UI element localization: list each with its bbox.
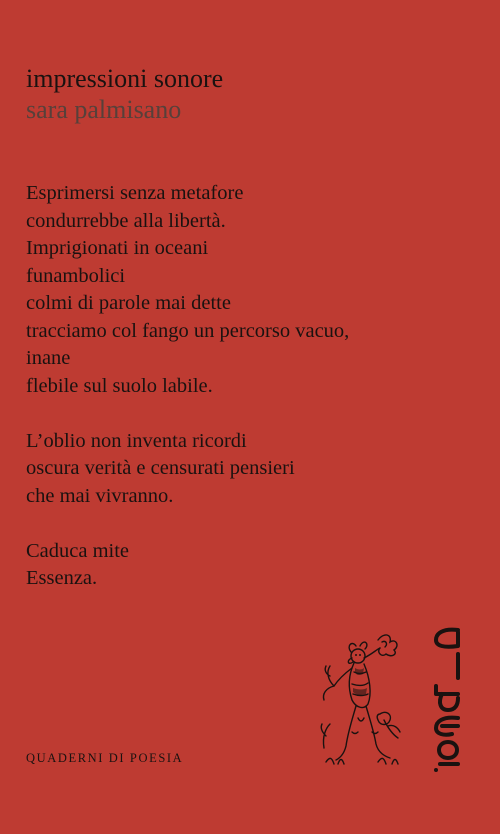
poem-line: condurrebbe alla libertà. xyxy=(26,209,226,232)
poem-line: inane xyxy=(26,347,71,369)
poem-line: tracciamo col fango un percorso vacuo, xyxy=(26,319,350,342)
book-title: impressioni sonore xyxy=(26,64,224,93)
poem-line: oscura verità e censurati pensieri xyxy=(26,457,295,479)
poem-line: funambolici xyxy=(26,264,126,287)
poem-line: flebile sul suolo labile. xyxy=(26,374,213,397)
poem-line: colmi di parole mai dette xyxy=(26,292,231,314)
poem-line: L’oblio non inventa ricordi xyxy=(26,429,247,452)
series-label: QUADERNI DI POESIA xyxy=(26,751,184,765)
poem-line: Imprigionati in oceani xyxy=(26,237,209,259)
poem-stanza xyxy=(26,180,466,400)
publisher-logo-icon xyxy=(428,624,468,774)
poem-line: Caduca mite xyxy=(26,539,130,562)
poem-stanza xyxy=(26,538,466,593)
poem-line: Esprimersi senza metafore xyxy=(26,182,244,204)
poem-line: Essenza. xyxy=(26,567,98,589)
woodcut-wild-man-icon xyxy=(318,628,408,770)
poem xyxy=(26,180,466,620)
poem-line: che mai vivranno. xyxy=(26,484,174,507)
poem-stanza xyxy=(26,428,466,511)
author-name: sara palmisano xyxy=(26,95,182,124)
